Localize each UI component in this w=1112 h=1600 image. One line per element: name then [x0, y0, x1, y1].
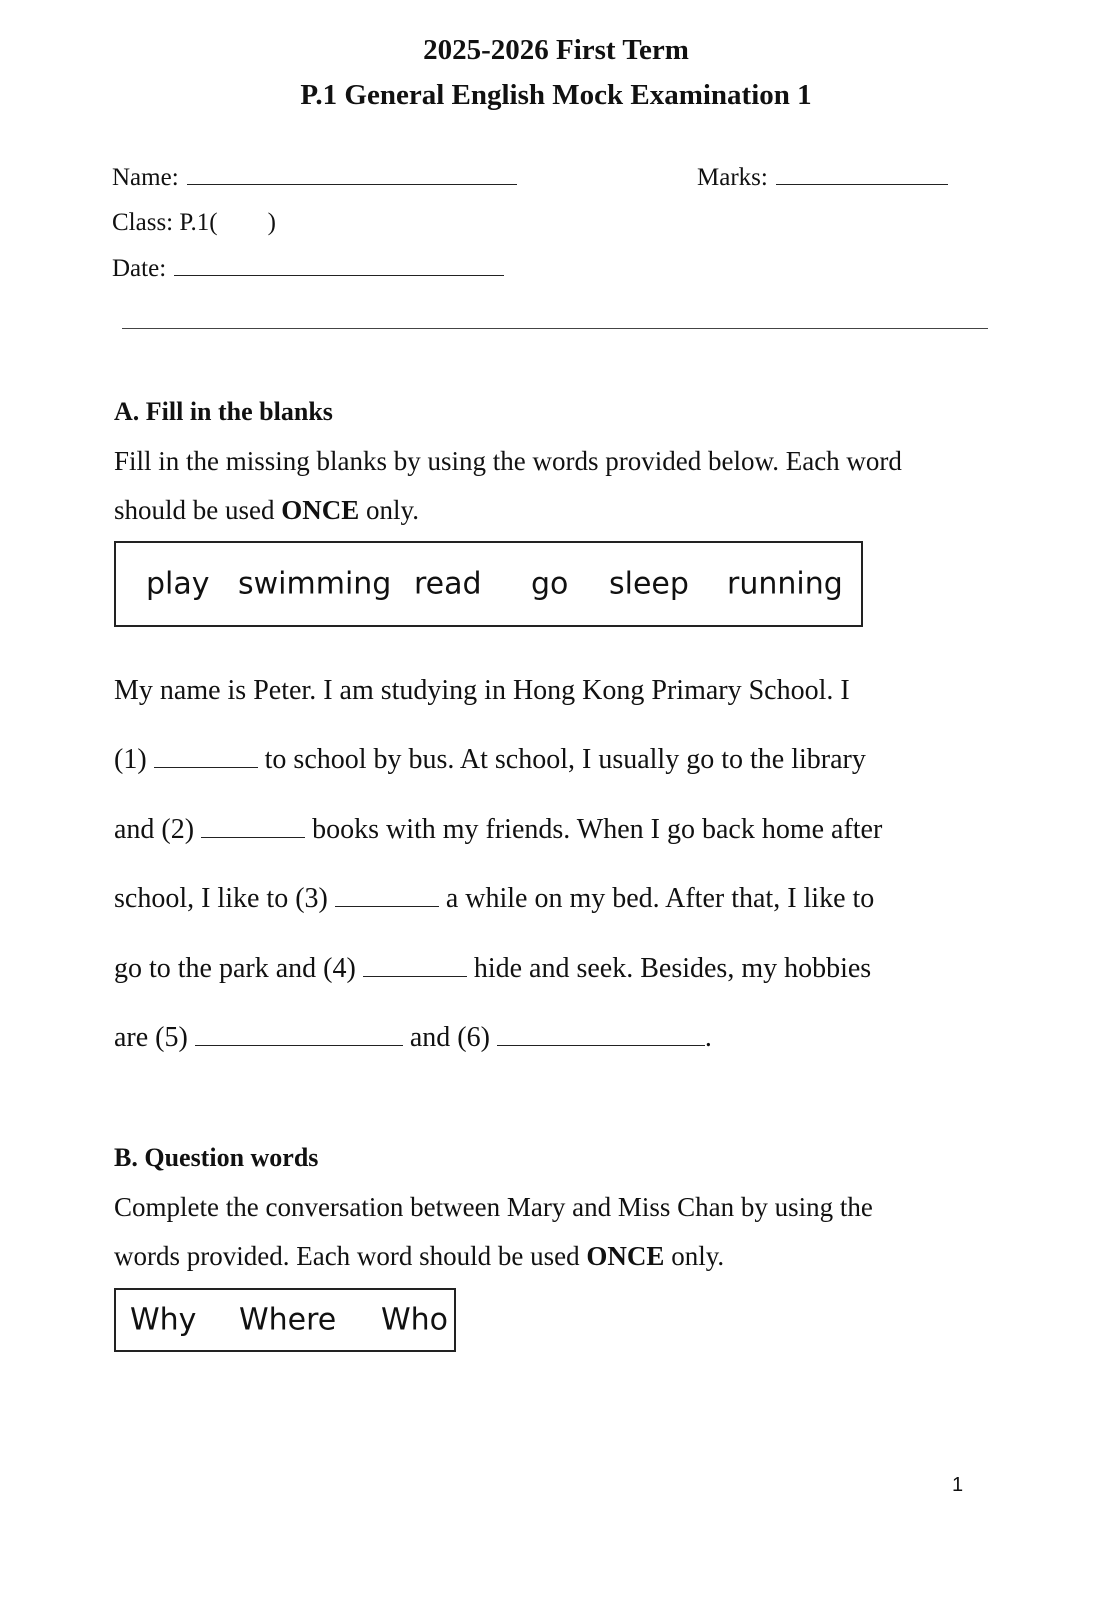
passage-text: school, I like to (3) [114, 883, 335, 914]
word-bank-item: read [414, 566, 482, 602]
instruction-text: only. [664, 1241, 725, 1271]
passage-line-4 [114, 883, 874, 915]
instruction-text: only. [359, 495, 419, 525]
marks-blank-line[interactable] [776, 164, 948, 185]
name-label: Name: [112, 164, 179, 191]
answer-blank-5[interactable] [195, 1027, 403, 1046]
answer-blank-1[interactable] [154, 749, 258, 768]
answer-blank-4[interactable] [363, 958, 467, 977]
answer-blank-6[interactable] [497, 1027, 705, 1046]
passage-text: hide and seek. Besides, my hobbies [466, 953, 872, 984]
instruction-text: words provided. Each word should be used [114, 1241, 587, 1271]
passage-text: to school by bus. At school, I usually go to the library [257, 744, 866, 775]
word-bank-item: go [531, 566, 569, 602]
date-field [112, 255, 504, 283]
class-close-paren: ) [267, 209, 276, 236]
name-blank-line[interactable] [187, 164, 517, 185]
passage-text: are (5) [114, 1022, 195, 1053]
passage-text: and (2) [114, 814, 202, 845]
section-a-instruction-line2 [114, 495, 419, 526]
passage-text: a while on my bed. After that, I like to [438, 883, 875, 914]
section-b-instruction-line1: Complete the conversation between Mary and Miss Chan by using the [114, 1192, 873, 1222]
instruction-emphasis: ONCE [586, 1241, 665, 1271]
section-b-instruction-line2 [114, 1241, 724, 1272]
section-b-word-bank [114, 1288, 456, 1352]
word-bank-item: Why [130, 1302, 197, 1338]
word-bank-item: running [727, 566, 843, 602]
word-bank-item: Where [239, 1302, 337, 1338]
word-bank-item: play [146, 566, 210, 602]
marks-label: Marks: [697, 164, 768, 191]
passage-text: and (6) [402, 1022, 497, 1053]
passage-text: (1) [114, 744, 154, 775]
answer-blank-2[interactable] [201, 819, 305, 838]
exam-name-title: P.1 General English Mock Examination 1 [300, 79, 812, 111]
word-bank-item: Who [381, 1302, 449, 1338]
answer-blank-3[interactable] [335, 888, 439, 907]
instruction-emphasis: ONCE [281, 495, 360, 525]
section-b-heading: B. Question words [114, 1143, 319, 1172]
marks-field [697, 164, 948, 192]
passage-line-3 [114, 814, 882, 846]
passage-line-5 [114, 953, 871, 985]
word-bank-item: sleep [609, 566, 689, 602]
passage-line-2 [114, 744, 866, 776]
passage-text: books with my friends. When I go back home after [305, 814, 883, 845]
section-a-heading: A. Fill in the blanks [114, 397, 333, 426]
section-a-instruction-line1: Fill in the missing blanks by using the words provided below. Each word [114, 446, 902, 476]
instruction-text: should be used [114, 495, 282, 525]
passage-line-6 [114, 1022, 712, 1054]
date-blank-line[interactable] [174, 255, 504, 276]
page-number: 1 [952, 1474, 964, 1496]
class-label: Class: P.1( [112, 209, 218, 236]
class-field [112, 209, 276, 237]
passage-text: . [704, 1022, 712, 1053]
passage-text: go to the park and (4) [114, 953, 363, 984]
section-a-word-bank [114, 541, 863, 627]
date-label: Date: [112, 255, 167, 282]
name-field [112, 164, 517, 192]
header-divider [122, 328, 988, 329]
passage-line-1: My name is Peter. I am studying in Hong Kong Primary School. I [114, 675, 850, 706]
exam-term-title: 2025-2026 First Term [423, 34, 689, 66]
word-bank-item: swimming [238, 566, 392, 602]
